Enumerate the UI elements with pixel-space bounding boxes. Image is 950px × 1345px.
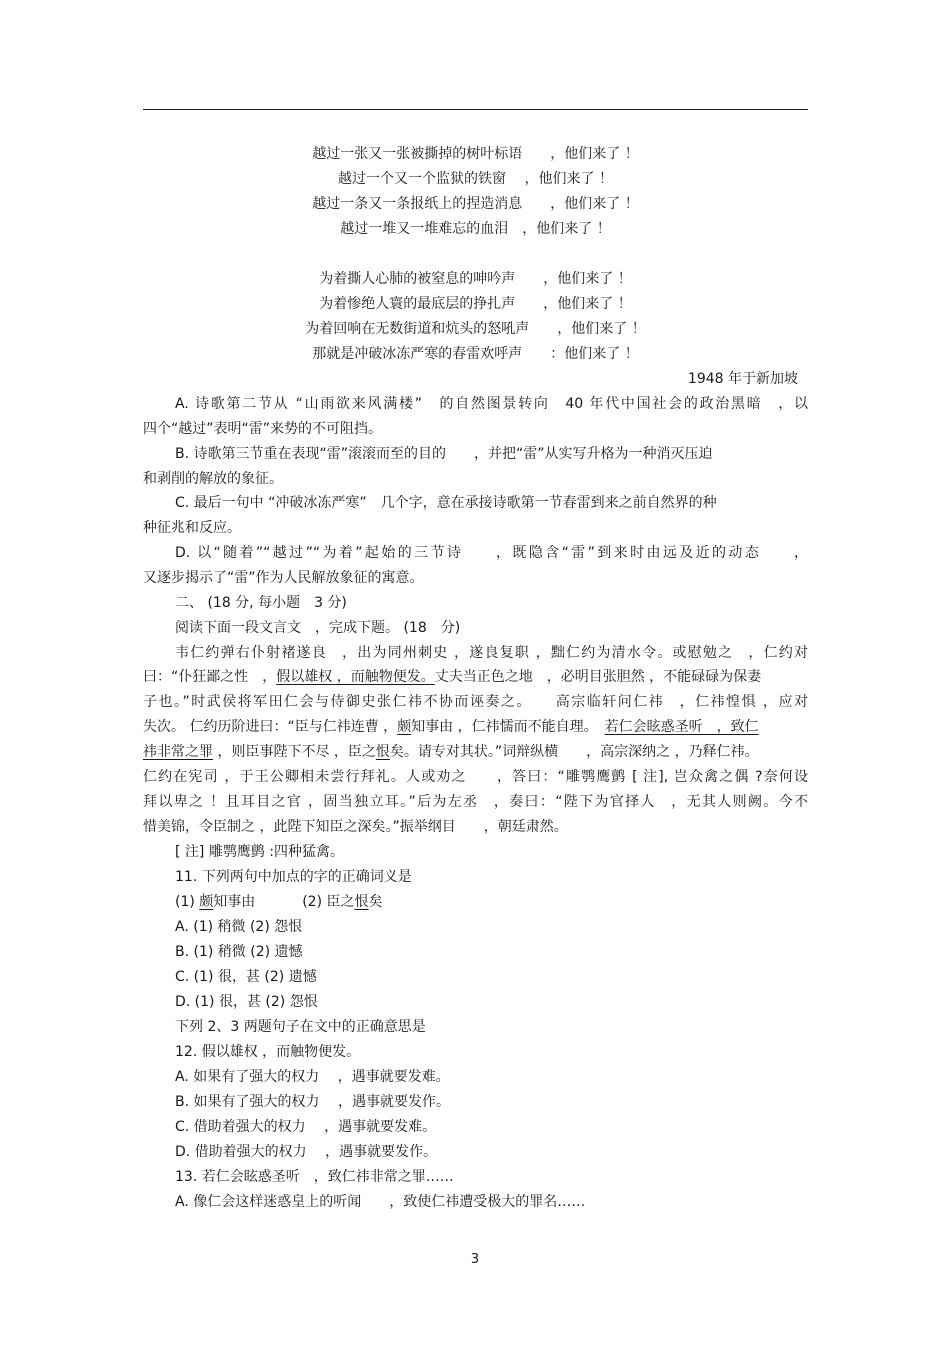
option-d-line2: 又逐步揭示了“雷”作为人民解放象征的寓意。: [143, 570, 424, 586]
section-heading: 二、 (18 分, 每小题 3 分): [175, 595, 347, 611]
footnote: [ 注] 雕鹗鹰鹯 :四种猛禽。: [175, 844, 344, 860]
q11-stem: 11. 下列两句中加点的字的正确词义是: [175, 869, 412, 885]
passage-text: 曰：“仆狂鄙之性 ，: [143, 669, 277, 685]
underlined-sentence: 假以雄权 ，而触物便发。: [276, 669, 435, 685]
q11-item2-text: 矣: [368, 894, 383, 910]
option-a-line1: A. 诗歌第二节从 “山雨欲来风满楼” 的自然图景转向 40 年代中国社会的政治黑暗 ，以: [175, 396, 808, 412]
option-b-line2: 和剥削的解放的象征。: [143, 471, 283, 487]
q12-option: C. 借助着强大的权力 ，遇事就要发难。: [175, 1119, 437, 1135]
passage-line: [143, 668, 808, 686]
poem-line: 为着惨绝人寰的最底层的挣扎声 ，他们来了 ！: [319, 296, 632, 312]
section-instruction: 阅读下面一段文言文 ，完成下题。 (18 分): [175, 620, 461, 636]
q13-stem: 13. 若仁会眩惑圣听 ，致仁祎非常之罪……: [175, 1169, 454, 1185]
passage-text: ，则臣事陛下不尽 ，臣之: [213, 744, 376, 760]
q11-option: C. (1) 很，甚 (2) 遗憾: [175, 969, 317, 985]
header-rule: [143, 109, 808, 110]
poem-line: 为着撕人心肺的被窒息的呻吟声 ，他们来了 ！: [319, 271, 632, 287]
poem-line: 越过一个又一个监狱的铁窗 ，他们来了 ！: [338, 171, 613, 187]
passage-line: 子也。”时武侯将军田仁会与侍御史张仁祎不协而诬奏之。 高宗临轩问仁祎 ，仁祎惶惧 ，应对: [143, 694, 808, 710]
q13-option: A. 像仁会这样迷惑皇上的听闻 ，致使仁祎遭受极大的罪名……: [175, 1194, 586, 1210]
passage-line: 韦仁约弹右仆射褚遂良 ，出为同州刺史 ，遂良复职 ，黜仁约为清水令。或慰勉之 ，仁约对: [175, 645, 808, 661]
option-c-line2: 种征兆和反应。: [143, 520, 241, 536]
q11-option: B. (1) 稍微 (2) 遗憾: [175, 944, 303, 960]
passage-line: 拜以卑之 ！且耳目之官 ，固当独立耳。”后为左丞 ，奏曰：“陛下为官择人 ，无其人则阙。今不: [143, 794, 808, 810]
poem-line: 那就是冲破冰冻严寒的春雷欢呼声 ：他们来了 ！: [312, 346, 639, 362]
passage-text: 失次。 仁约历阶进曰：“臣与仁祎连曹 ，: [143, 719, 398, 735]
passage-text: 丈夫当正色之地 ，必明目张胆然 ，不能碌碌为保妻: [434, 669, 762, 685]
q12-stem: 12. 假以雄权 ，而触物便发。: [175, 1044, 361, 1060]
q12-option: D. 借助着强大的权力 ，遇事就要发作。: [175, 1144, 438, 1160]
poem-signature: 1948 年于新加坡: [687, 371, 798, 387]
passage-line: [143, 743, 808, 761]
dotted-character: 恨: [354, 894, 369, 910]
q11-item2-text: 臣之: [326, 894, 355, 910]
passage-line: [143, 718, 808, 736]
poem-line: 为着回响在无数街道和炕头的怒吼声 ，他们来了 ！: [305, 321, 646, 337]
option-d-line1: D. 以“随着”“越过”“为着”起始的三节诗 ，既隐含“雷”到来时由远及近的动态 ，: [175, 545, 808, 561]
option-b-line1: B. 诗歌第三节重在表现“雷”滚滚而至的目的 ，并把“雷”从实写升格为一种消灭压迫: [175, 446, 713, 462]
underlined-sentence: 祎非常之罪: [143, 744, 213, 760]
q11-item2-number: (2): [302, 894, 323, 910]
option-a-line2: 四个“越过”表明“雷”来势的不可阻挡。: [143, 421, 383, 437]
q11-items: [143, 893, 808, 911]
q12-option: A. 如果有了强大的权力 ，遇事就要发难。: [175, 1069, 450, 1085]
page-number: 3: [470, 1252, 480, 1267]
option-c-line1: C. 最后一句中 “冲破冰冻严寒” 几个字，意在承接诗歌第一节春雷到来之前自然界的种: [175, 495, 717, 511]
passage-text: 矣。请专对其状。”词辩纵横 ，高宗深纳之 ，乃释仁祎。: [389, 744, 759, 760]
q11-item1-text: 知事由: [213, 894, 256, 910]
passage-text: 知事由 ，仁祎懦而不能自理。: [411, 719, 605, 735]
q11-option: D. (1) 很，甚 (2) 怨恨: [175, 994, 318, 1010]
passage-line: 仁约在宪司 ，于王公卿相未尝行拜礼。人或劝之 ，答曰：“雕鹗鹰鹯 [ 注], 岂众禽之偶 ?奈何设: [143, 769, 808, 785]
underlined-sentence: 若仁会眩惑圣听 ，致仁: [604, 719, 759, 735]
dotted-character: 恨: [375, 744, 390, 760]
poem-line: 越过一堆又一堆难忘的血泪 ，他们来了 ！: [340, 221, 611, 237]
q11-item1-number: (1): [175, 894, 195, 910]
poem-line: 越过一条又一条报纸上的捏造消息 ，他们来了 ！: [312, 196, 639, 212]
dotted-character: 颇: [397, 719, 412, 735]
q12-option: B. 如果有了强大的权力 ，遇事就要发作。: [175, 1094, 450, 1110]
passage-line: 惜美锦，令臣制之 ，此陛下知臣之深矣。”振举纲目 ，朝廷肃然。: [143, 819, 568, 835]
dotted-character: 颇: [199, 894, 214, 910]
poem-line: 越过一张又一张被撕掉的树叶标语 ，他们来了 ！: [312, 146, 639, 162]
q12-intro: 下列 2、3 两题句子在文中的正确意思是: [175, 1019, 426, 1035]
q11-option: A. (1) 稍微 (2) 怨恨: [175, 919, 303, 935]
